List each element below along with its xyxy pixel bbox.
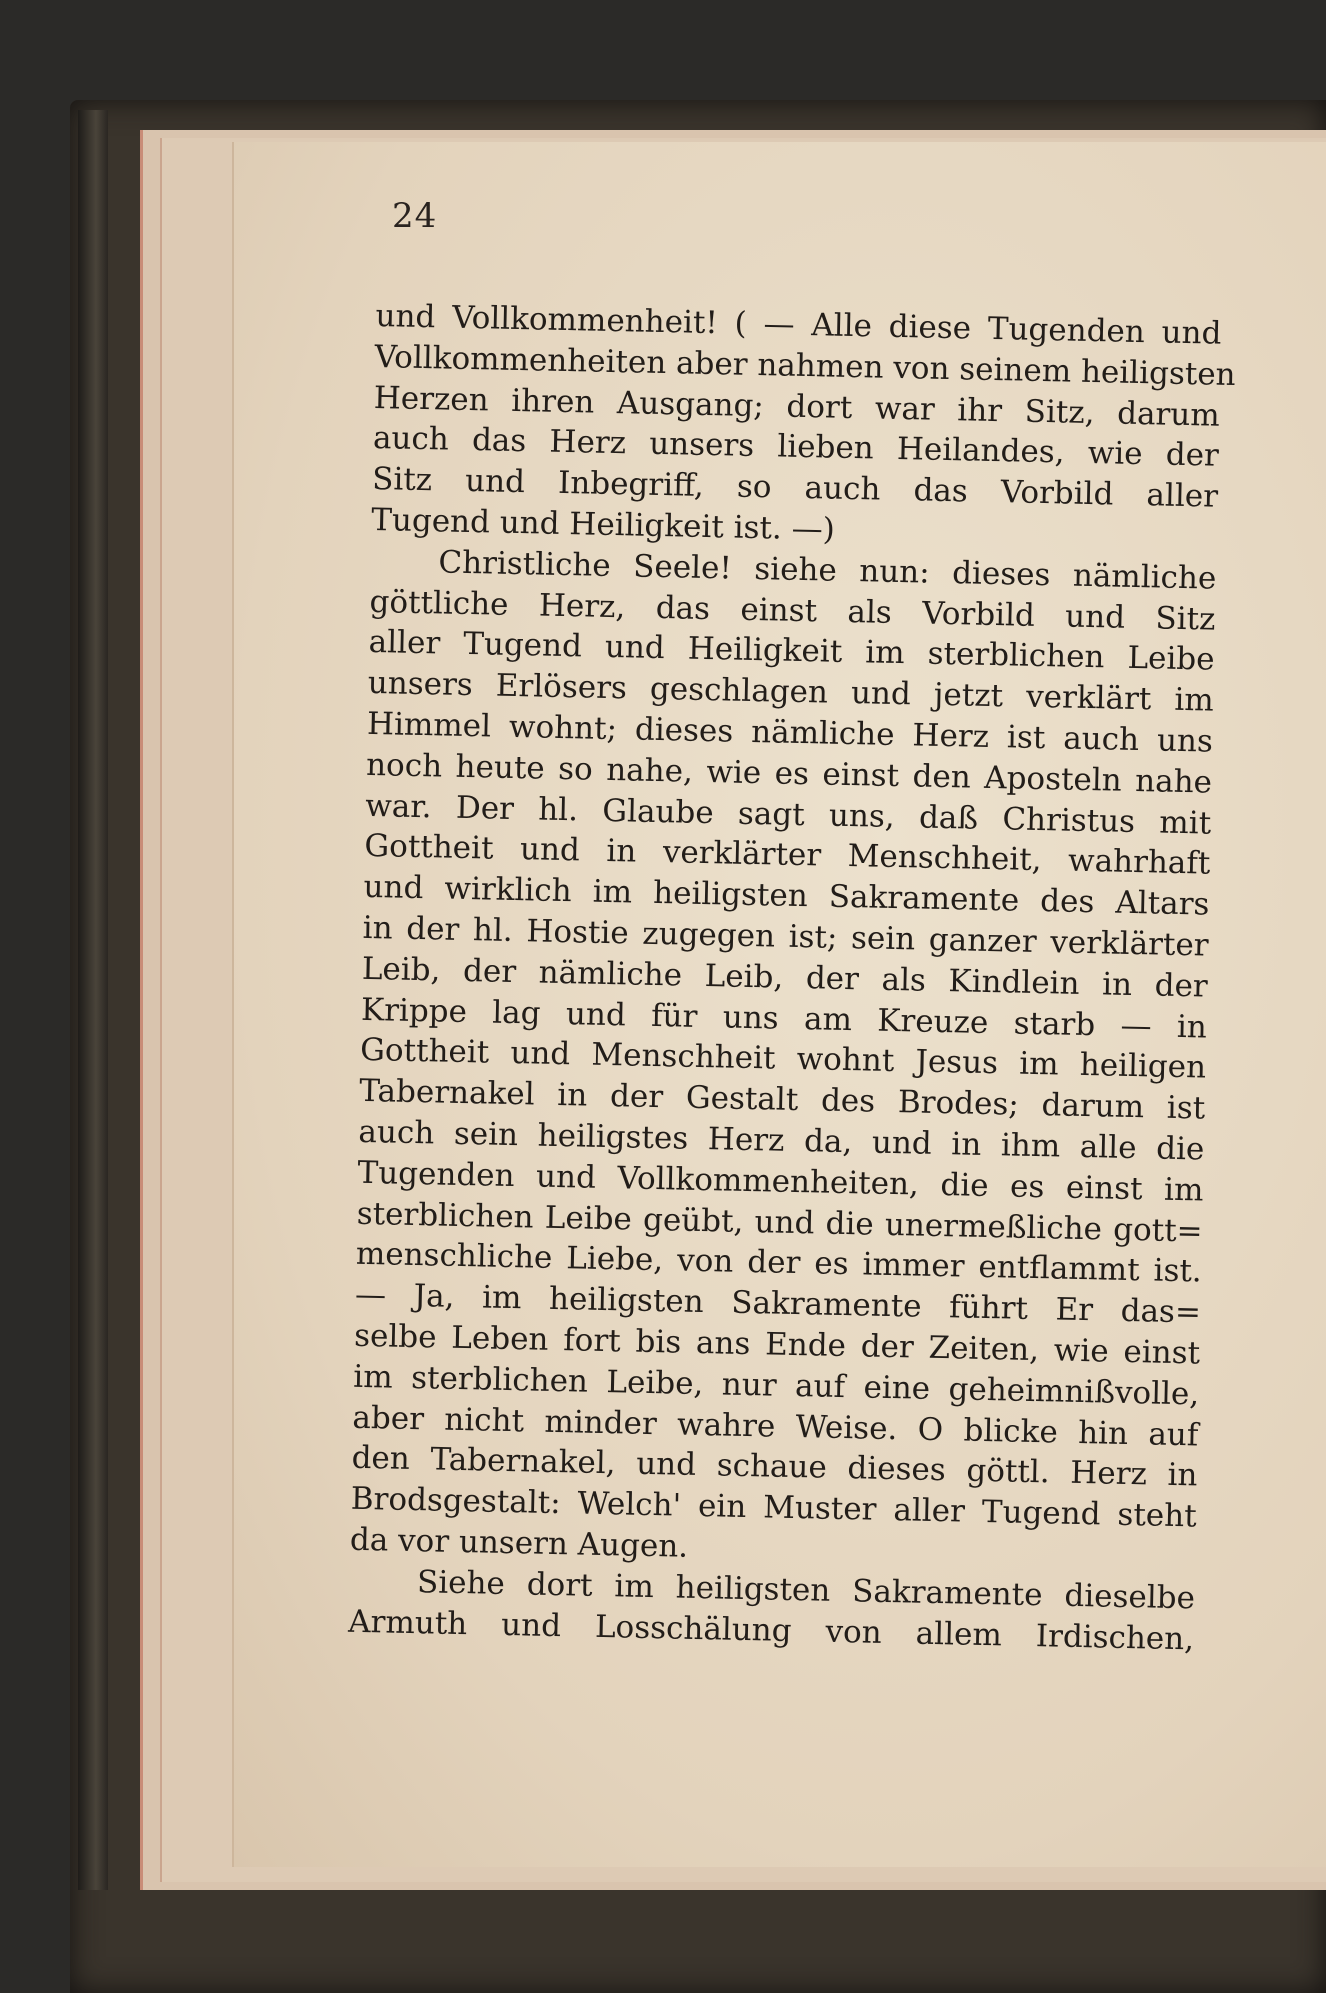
text-line: Krippe lag und für uns am Kreuze starb — in	[360, 991, 1208, 1046]
text-line: Tugenden und Vollkommenheiten, die es einst im	[357, 1154, 1204, 1209]
text-line: aller Tugend und Heiligkeit im sterblichen Leibe	[368, 624, 1215, 679]
text-line: und wirklich im heiligsten Sakramente des Altars	[363, 869, 1210, 923]
text-line: sterblichen Leibe geübt, und die unermeßliche gott=	[356, 1195, 1203, 1250]
text-line: war. Der hl. Glaube sagt uns, daß Christus mit	[364, 787, 1212, 842]
text-line: aber nicht minder wahre Weise. O blicke hin auf	[352, 1399, 1199, 1453]
body-text	[347, 296, 1236, 1660]
text-line: im sterblichen Leibe, nur auf eine geheimnißvolle,	[352, 1358, 1200, 1413]
text-line: Leib, der nämliche Leib, der als Kindlein in der	[361, 950, 1209, 1005]
text-line: in der hl. Hostie zugegen ist; sein ganzer verklärter	[362, 909, 1209, 964]
text-line: Brodsgestalt: Welch' ein Muster aller Tugend steht	[350, 1480, 1197, 1535]
text-line: Herzen ihren Ausgang; dort war ihr Sitz, darum	[373, 379, 1221, 434]
text-line: menschliche Liebe, von der es immer entflammt ist.	[355, 1236, 1203, 1290]
text-line: Gottheit und Menschheit wohnt Jesus im heiligen	[359, 1032, 1207, 1086]
text-line: — Ja, im heiligsten Sakramente führt Er das=	[354, 1276, 1202, 1331]
text-line: göttliche Herz, das einst als Vorbild und Sitz	[369, 583, 1216, 638]
text-line: Tugend und Heiligkeit ist. —)	[370, 501, 836, 548]
text-line: Vollkommenheiten aber nahmen von seinem heiligsten	[374, 338, 1236, 393]
text-line: Gottheit und in verklärter Menschheit, wahrhaft	[364, 828, 1211, 882]
text-line: noch heute so nahe, wie es einst den Aposteln nahe	[365, 746, 1213, 801]
text-line: Tabernakel in der Gestalt des Brodes; darum ist	[358, 1072, 1206, 1127]
text-line: Christliche Seele! siehe nun: dieses nämliche	[438, 544, 1217, 597]
text-line: unsers Erlösers geschlagen und jetzt verklärt im	[367, 665, 1215, 719]
text-line: den Tabernakel, und schaue dieses göttl. Herz in	[351, 1440, 1198, 1494]
page-number: 24	[392, 196, 438, 236]
book-spine-edge	[78, 110, 108, 1890]
text-line: Armuth und Losschälung von allem Irdischen,	[347, 1603, 1195, 1657]
text-line: auch sein heiligstes Herz da, und in ihm alle die	[358, 1113, 1205, 1168]
text-line: auch das Herz unsers lieben Heilandes, wie der	[372, 420, 1220, 475]
text-line: Siehe dort im heiligsten Sakramente dieselbe	[416, 1563, 1196, 1617]
text-line: Himmel wohnt; dieses nämliche Herz ist auch uns	[366, 705, 1214, 760]
text-line: und Vollkommenheit! ( — Alle diese Tugenden und	[375, 297, 1222, 352]
text-line: selbe Leben fort bis ans Ende der Zeiten, wie einst	[353, 1317, 1201, 1372]
text-line: da vor unsern Augen.	[349, 1521, 689, 1565]
text-line: Sitz und Inbegriff, so auch das Vorbild aller	[371, 461, 1219, 515]
